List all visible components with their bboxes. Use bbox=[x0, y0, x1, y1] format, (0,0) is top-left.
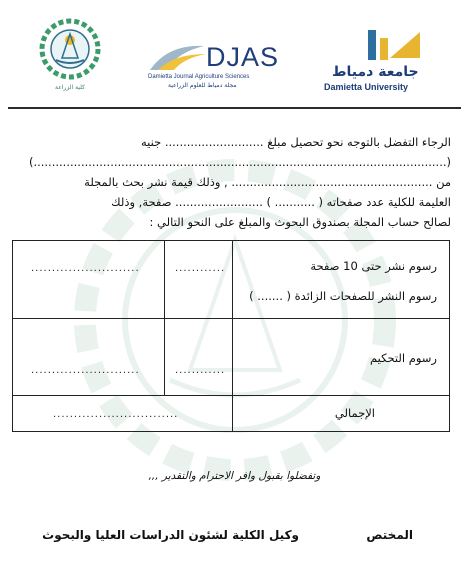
closing-line: وتفضلوا بقبول وافر الاحترام والتقدير ,,, bbox=[148, 470, 321, 482]
university-logo bbox=[320, 28, 430, 94]
faculty-logo bbox=[22, 18, 118, 90]
text-line-3: من ....................................................... , وذلك قيمة نشر بحث بالمجلة bbox=[84, 175, 451, 189]
journal-name-en: Damietta Journal Agriculture Sciences bbox=[148, 74, 250, 80]
journal-abbrev: DJAS bbox=[206, 42, 280, 72]
review-amount-field: .......................... bbox=[31, 365, 140, 376]
fee-amount-field: .......................... bbox=[31, 263, 140, 274]
signature-vice-dean: وكيل الكلية لشئون الدراسات العليا والبحوث bbox=[42, 528, 299, 542]
text-line-5: لصالح حساب المجلة بصندوق البحوث والمبلغ على النحو التالي : bbox=[149, 215, 451, 229]
table-row-divider-2 bbox=[13, 395, 449, 396]
fee-label-extra-pages: رسوم النشر للصفحات الزائدة ( ....... ) bbox=[249, 289, 437, 303]
table-row-divider-1 bbox=[13, 318, 449, 319]
fee-label-review: رسوم التحكيم bbox=[370, 351, 437, 365]
fees-table bbox=[12, 240, 450, 432]
faculty-logo-caption: كلية الزراعة bbox=[55, 84, 85, 91]
journal-name-ar: مجلة دمياط للعلوم الزراعية bbox=[168, 82, 237, 89]
text-line-1: الرجاء التفضل بالتوجه نحو تحصيل مبلغ ........................... جنيه bbox=[140, 135, 451, 149]
university-name-ar: جامعة دمياط bbox=[332, 64, 419, 80]
university-emblem-icon bbox=[350, 28, 430, 62]
review-extra-field: ............ bbox=[175, 365, 226, 376]
header-divider bbox=[8, 107, 461, 109]
fee-label-first-10-pages: رسوم نشر حتى 10 صفحة bbox=[310, 259, 437, 273]
faculty-emblem-icon bbox=[22, 18, 118, 80]
total-amount-field: .............................. bbox=[53, 409, 179, 420]
signature-specialist: المختص bbox=[366, 528, 413, 542]
fee-label-total: الإجمالي bbox=[334, 406, 375, 420]
text-line-4: العليمة للكلية عدد صفحاته ( ........... ) ........................ صفحة, وذلك bbox=[111, 195, 451, 209]
text-line-2: (.................................................................................................................) bbox=[28, 155, 451, 169]
journal-wing-icon bbox=[148, 40, 208, 74]
table-col-divider-2 bbox=[232, 241, 233, 431]
university-name-en: Damietta University bbox=[324, 82, 409, 92]
journal-logo bbox=[148, 40, 290, 89]
fee-extra-field: ............ bbox=[175, 263, 226, 274]
